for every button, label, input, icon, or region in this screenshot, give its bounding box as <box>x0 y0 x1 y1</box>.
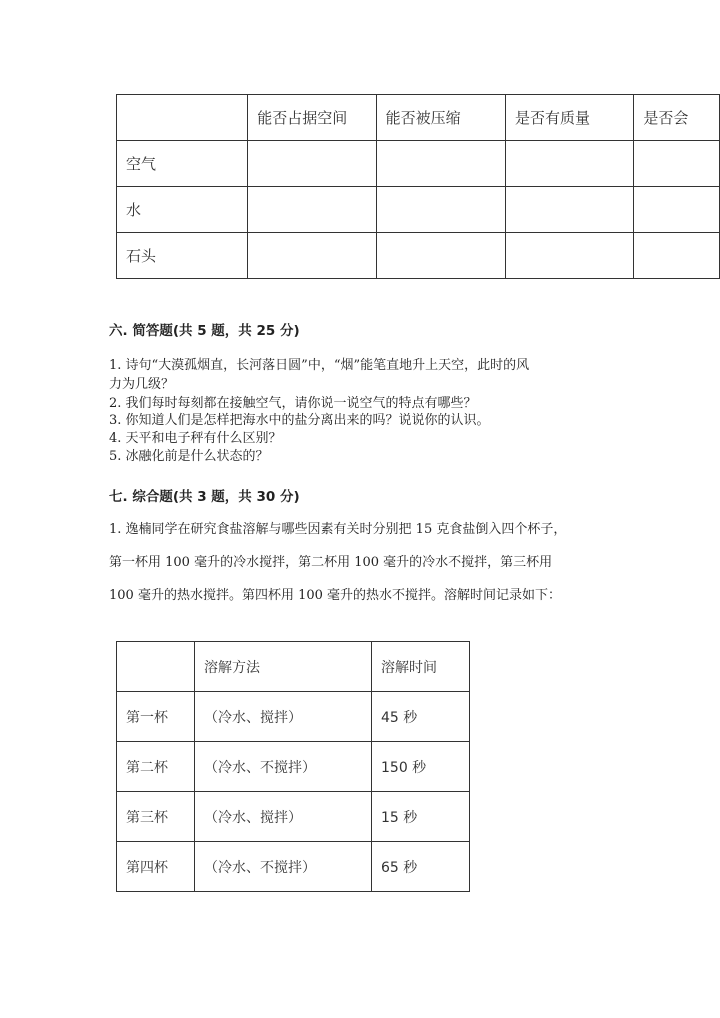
table-row <box>117 187 720 233</box>
table-cell <box>634 141 720 187</box>
paragraph-line: 100 毫升的热水搅拌。第四杯用 100 毫升的热水不搅拌。溶解时间记录如下： <box>109 588 562 603</box>
method: （冷水、搅拌） <box>195 792 372 842</box>
question: 2. 我们每时每刻都在接触空气，请你说一说空气的特点有哪些？ <box>109 396 477 411</box>
question: 1. 诗句“大漠孤烟直，长河落日圆”中，“烟”能笔直地升上天空，此时的风 <box>109 358 530 373</box>
table-row <box>117 692 470 742</box>
table-cell <box>117 95 248 141</box>
table-cell <box>117 642 195 692</box>
time: 15 秒 <box>372 792 470 842</box>
table-cell <box>248 141 376 187</box>
method: （冷水、不搅拌） <box>195 742 372 792</box>
method: （冷水、不搅拌） <box>195 842 372 892</box>
question: 4. 天平和电子秤有什么区别？ <box>109 431 282 446</box>
table-header: 能否被压缩 <box>376 95 505 141</box>
time: 150 秒 <box>372 742 470 792</box>
table-row <box>117 141 720 187</box>
table-cell <box>505 233 633 279</box>
table-header: 能否占据空间 <box>248 95 376 141</box>
table-header: 是否会 <box>634 95 720 141</box>
question: 力为几级？ <box>109 377 175 392</box>
table-header-row <box>117 95 720 141</box>
table-cell <box>634 233 720 279</box>
table-row <box>117 742 470 792</box>
question: 5. 冰融化前是什么状态的？ <box>109 449 269 464</box>
section-6-title: 六. 简答题(共 5 题，共 25 分) <box>109 323 300 339</box>
row-label: 空气 <box>117 141 248 187</box>
table-cell <box>634 187 720 233</box>
time: 45 秒 <box>372 692 470 742</box>
cup-label: 第三杯 <box>117 792 195 842</box>
table-row <box>117 792 470 842</box>
properties-table <box>116 94 720 279</box>
cup-label: 第二杯 <box>117 742 195 792</box>
table-row <box>117 233 720 279</box>
time: 65 秒 <box>372 842 470 892</box>
paragraph-line: 第一杯用 100 毫升的冷水搅拌，第二杯用 100 毫升的冷水不搅拌，第三杯用 <box>109 555 553 570</box>
table-header: 溶解时间 <box>372 642 470 692</box>
table-cell <box>376 233 505 279</box>
cup-label: 第四杯 <box>117 842 195 892</box>
table-cell <box>248 187 376 233</box>
table-cell <box>505 141 633 187</box>
table-header-row <box>117 642 470 692</box>
table-header: 是否有质量 <box>505 95 633 141</box>
table-cell <box>376 141 505 187</box>
table-cell <box>248 233 376 279</box>
table-row <box>117 842 470 892</box>
table-cell <box>376 187 505 233</box>
table-header: 溶解方法 <box>195 642 372 692</box>
row-label: 水 <box>117 187 248 233</box>
table-cell <box>505 187 633 233</box>
question: 3. 你知道人们是怎样把海水中的盐分离出来的吗？说说你的认识。 <box>109 413 490 428</box>
paragraph-line: 1. 逸楠同学在研究食盐溶解与哪些因素有关时分别把 15 克食盐倒入四个杯子， <box>109 522 567 537</box>
dissolving-table <box>116 641 470 892</box>
row-label: 石头 <box>117 233 248 279</box>
method: （冷水、搅拌） <box>195 692 372 742</box>
section-7-title: 七. 综合题(共 3 题，共 30 分) <box>109 489 300 505</box>
cup-label: 第一杯 <box>117 692 195 742</box>
